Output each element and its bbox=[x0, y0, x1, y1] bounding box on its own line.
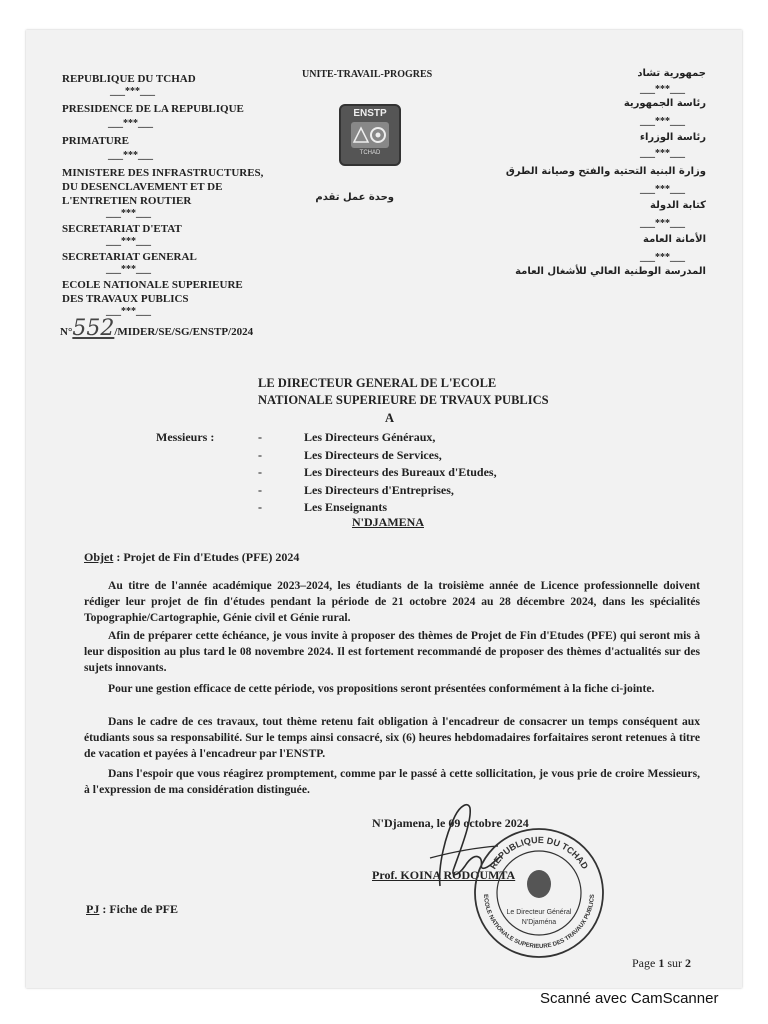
header-left-secretariat-etat: SECRETARIAT D'ETAT bbox=[62, 223, 182, 235]
recipient-dash: - bbox=[258, 465, 262, 479]
official-stamp bbox=[472, 826, 606, 960]
page-prefix: Page bbox=[632, 956, 656, 970]
motto: UNITE-TRAVAIL-PROGRES bbox=[302, 69, 433, 80]
page-number bbox=[632, 956, 691, 971]
header-separator: ___***___ bbox=[110, 86, 155, 97]
recipient-dash: - bbox=[258, 448, 262, 462]
sender-to: A bbox=[385, 411, 395, 425]
subject-label: Objet bbox=[84, 550, 114, 564]
svg-text:N'Djaména: N'Djaména bbox=[521, 919, 557, 926]
logo-subtext: TCHAD bbox=[359, 150, 381, 156]
header-separator: ___***___ bbox=[640, 116, 685, 127]
header-separator: ___***___ bbox=[106, 264, 151, 275]
place-date: N'Djamena, le 09 octobre 2024 bbox=[372, 816, 529, 830]
motto-arabic: وحدة عمل تقدم bbox=[315, 192, 394, 203]
header-separator: ___***___ bbox=[106, 306, 151, 317]
header-left-school-2: DES TRAVAUX PUBLICS bbox=[62, 293, 189, 305]
header-right-school: المدرسة الوطنية العالي للأشغال العامة bbox=[515, 266, 706, 277]
svg-text:Le Directeur Général: Le Directeur Général bbox=[506, 909, 572, 916]
svg-text:REPUBLIQUE DU TCHAD: REPUBLIQUE DU TCHAD bbox=[487, 834, 591, 871]
header-separator: ___***___ bbox=[640, 148, 685, 159]
header-separator: ___***___ bbox=[108, 150, 153, 161]
recipient-item: Les Directeurs des Bureaux d'Etudes, bbox=[304, 465, 497, 479]
recipients-city: N'DJAMENA bbox=[352, 515, 424, 529]
header-left-republic: REPUBLIQUE DU TCHAD bbox=[62, 73, 196, 85]
subject-line bbox=[84, 550, 299, 565]
recipient-item: Les Directeurs Généraux, bbox=[304, 430, 436, 444]
reference-handwritten-number: 552 bbox=[72, 316, 115, 341]
header-left-ministry-3: L'ENTRETIEN ROUTIER bbox=[62, 195, 192, 207]
page-total: 2 bbox=[685, 956, 691, 970]
header-separator: ___***___ bbox=[640, 252, 685, 263]
header-left-secretariat-general: SECRETARIAT GENERAL bbox=[62, 251, 197, 263]
subject-text: : Projet de Fin d'Etudes (PFE) 2024 bbox=[113, 550, 300, 564]
header-separator: ___***___ bbox=[640, 184, 685, 195]
body-paragraph-4: Dans le cadre de ces travaux, tout thème retenu fait obligation à l'encadreur de consacrer un temps conséquent aux étudiants sous sa responsabilité. Sur le temps ainsi consacré, six (6) heures hebdomadaires forfaitaires seront retenues à titre de vacation et payées à l'encadreur par l'ENSTP. bbox=[84, 715, 700, 760]
svg-text:ECOLE NATIONALE SUPERIEURE DES: ECOLE NATIONALE SUPERIEURE DES TRAVAUX PUBLICS bbox=[481, 894, 597, 951]
logo-emblem-icon bbox=[351, 122, 389, 148]
header-left-ministry-1: MINISTERE DES INFRASTRUCTURES, bbox=[62, 167, 264, 179]
body-paragraph-1: Au titre de l'année académique 2023–2024, les étudiants de la troisième année de Licence professionnelle doivent rédiger leur projet de fin d'études pendant la période de 21 octobre 2024 au 28 décembre 2024, dans les spécialités Topographie/Cartographie, Génie civil et Génie rural. bbox=[84, 579, 700, 624]
header-right-presidence: رئاسة الجمهورية bbox=[623, 98, 706, 109]
attachment-text: : Fiche de PFE bbox=[99, 902, 178, 916]
header-separator: ___***___ bbox=[108, 118, 153, 129]
header-left-presidence: PRESIDENCE DE LA REPUBLIQUE bbox=[62, 103, 244, 115]
logo-text: ENSTP bbox=[353, 108, 387, 119]
header-left-school-1: ECOLE NATIONALE SUPERIEURE bbox=[62, 279, 243, 291]
camscanner-watermark: Scanné avec CamScanner bbox=[540, 990, 719, 1007]
header-right-republic: جمهورية تشاد bbox=[637, 68, 706, 79]
header-left-primature: PRIMATURE bbox=[62, 135, 130, 147]
body-paragraph-5: Dans l'espoir que vous réagirez promptement, comme par le passé à cette sollicitation, je vous prie de croire Messieurs, à l'expression de ma considération distinguée. bbox=[84, 767, 700, 796]
header-separator: ___***___ bbox=[640, 84, 685, 95]
page-mid: sur bbox=[667, 956, 682, 970]
attachment-label: PJ bbox=[86, 902, 100, 916]
body-paragraph-2: Afin de préparer cette échéance, je vous invite à proposer des thèmes de Projet de Fin d'Etudes (PFE) qui seront mis à leur disposition au plus tard le 08 novembre 2024. Il est fortement recommandé de proposer des thèmes d'actualités sur des sujets innovants. bbox=[84, 629, 700, 674]
header-separator: ___***___ bbox=[640, 218, 685, 229]
enstp-logo bbox=[339, 104, 401, 166]
header-right-primature: رئاسة الوزراء bbox=[639, 132, 706, 143]
header-left-ministry-2: DU DESENCLAVEMENT ET DE bbox=[62, 181, 223, 193]
recipient-dash: - bbox=[258, 430, 262, 444]
attachment-line bbox=[86, 902, 178, 917]
header-right-secretariat-general: الأمانة العامة bbox=[643, 234, 706, 245]
signatory-name: Prof. KOINA RODOUMTA bbox=[372, 868, 516, 882]
page-current: 1 bbox=[658, 956, 665, 970]
reference-suffix: /MIDER/SE/SG/ENSTP/2024 bbox=[114, 326, 254, 338]
sender-line-2: NATIONALE SUPERIEURE DE TRVAUX PUBLICS bbox=[258, 393, 549, 407]
recipient-item: Les Directeurs d'Entreprises, bbox=[304, 483, 454, 497]
reference-number bbox=[60, 316, 253, 341]
body-paragraph-3: Pour une gestion efficace de cette période, vos propositions seront présentées conformément à la fiche ci-jointe. bbox=[108, 682, 655, 695]
header-separator: ___***___ bbox=[106, 236, 151, 247]
header-right-secretariat-etat: كتابة الدولة bbox=[650, 200, 706, 211]
recipient-dash: - bbox=[258, 500, 262, 514]
recipients-label: Messieurs : bbox=[156, 430, 215, 444]
reference-prefix: N° bbox=[60, 326, 73, 338]
recipient-item: Les Directeurs de Services, bbox=[304, 448, 442, 462]
sender-line-1: LE DIRECTEUR GENERAL DE L'ECOLE bbox=[258, 376, 497, 390]
recipient-item: Les Enseignants bbox=[304, 500, 388, 514]
header-right-ministry: وزارة البنية التحتية والفتح وصيانة الطرق bbox=[505, 166, 706, 177]
recipient-dash: - bbox=[258, 483, 262, 497]
header-separator: ___***___ bbox=[106, 208, 151, 219]
